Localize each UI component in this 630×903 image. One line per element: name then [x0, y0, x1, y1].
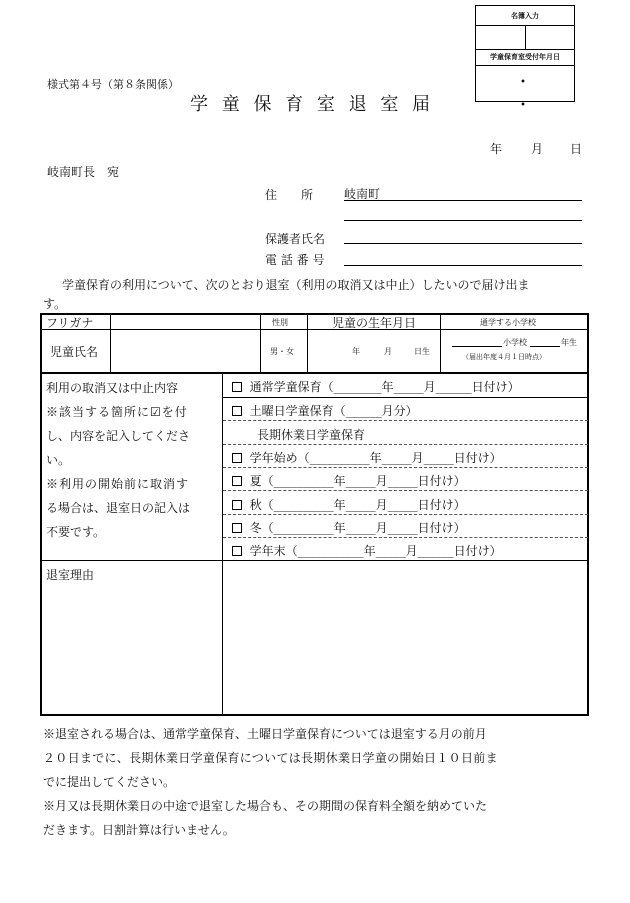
instruction-line: 不要です。: [46, 525, 106, 539]
checkbox-winter[interactable]: [232, 523, 242, 533]
instruction-line: る場合は、退室日の記入は: [46, 501, 191, 515]
date-day: 日: [570, 142, 583, 156]
option-regular[interactable]: [232, 378, 520, 395]
guardian-name-field[interactable]: [344, 243, 582, 244]
option-autumn-label: 秋（__________年_____月_____日付け）: [249, 498, 466, 512]
long-holiday-heading: 長期休業日学童保育: [257, 428, 366, 442]
grade-suffix: 年生: [561, 338, 577, 347]
checkbox-summer[interactable]: [232, 476, 242, 486]
address-line-1: [344, 200, 582, 201]
instruction-line: し、内容を記入してくださ: [46, 429, 191, 443]
reason-top-border: [41, 560, 588, 561]
child-name-field[interactable]: [112, 331, 258, 371]
addressee: 岐南町長 宛: [47, 165, 120, 179]
reception-stamp-box: [475, 5, 575, 114]
gender-right-divider: [307, 314, 308, 372]
address-field[interactable]: 岐南町: [344, 187, 381, 201]
date-year: 年: [490, 142, 503, 156]
birth-day-label: 日生: [414, 347, 430, 356]
footnotes: [43, 722, 498, 842]
school-note: （届出年度４月１日時点）: [462, 353, 546, 361]
intro-line-1: 学童保育の利用について、次のとおり退室（利用の取消又は中止）したいので届け出ま: [62, 278, 530, 292]
option-regular-label: 通常学童保育（________年_____月______日付け）: [249, 380, 520, 394]
instruction-line: ※該当する箇所に☑を付: [46, 405, 188, 419]
option-divider: [223, 420, 588, 421]
form-number: 様式第４号（第８条関係）: [47, 78, 179, 91]
option-end-of-year[interactable]: [232, 542, 502, 559]
address-label: 住 所: [265, 188, 314, 202]
option-saturday-label: 土曜日学童保育（______月分）: [249, 404, 418, 418]
gender-options[interactable]: 男・女: [270, 347, 294, 356]
name-label-divider: [110, 314, 111, 372]
option-divider: [223, 397, 588, 398]
footnote-line: でに提出してください。: [43, 775, 176, 789]
option-divider: [223, 490, 588, 491]
furigana-label: フリガナ: [46, 316, 94, 330]
option-start-of-year-label: 学年始め（__________年_____月_____日付け）: [249, 451, 502, 465]
intro-line-2: す。: [43, 297, 67, 311]
school-left-divider: [440, 314, 441, 372]
option-divider: [223, 537, 588, 538]
option-winter[interactable]: [232, 519, 466, 536]
birthdate-label: 児童の生年月日: [332, 316, 417, 330]
school-suffix: 小学校: [503, 338, 527, 347]
checkbox-end-of-year[interactable]: [232, 546, 242, 556]
instruction-line: 利用の取消又は中止内容: [46, 381, 179, 395]
option-winter-label: 冬（__________年_____月_____日付け）: [249, 521, 466, 535]
footnote-line: ※月又は長期休業日の中途で退室した場合も、その期間の保育料全額を納めていた: [43, 799, 488, 813]
checkbox-saturday[interactable]: [232, 406, 242, 416]
footnote-line: ２０日までに、長期休業日学童保育については長期休業日学童の開始日１０日前ま: [43, 751, 498, 765]
option-summer-label: 夏（__________年_____月_____日付け）: [249, 474, 466, 488]
checkbox-start-of-year[interactable]: [232, 453, 242, 463]
instruction-line: ※利用の開始前に取消す: [46, 477, 190, 491]
phone-field[interactable]: [344, 265, 582, 266]
checkbox-autumn[interactable]: [232, 500, 242, 510]
option-summer[interactable]: [232, 472, 466, 489]
cancel-column-divider: [222, 373, 223, 715]
phone-label: 電 話 番 号: [265, 253, 325, 267]
guardian-label: 保護者氏名: [265, 232, 326, 246]
option-autumn[interactable]: [232, 496, 466, 513]
reason-label: 退室理由: [46, 568, 95, 582]
footnote-line: だきます。日割計算は行いません。: [43, 823, 235, 837]
footnote-line: ※退室される場合は、通常学童保育、土曜日学童保育については退室する月の前月: [43, 727, 487, 741]
birth-month-label: 月: [384, 347, 392, 356]
gender-label: 性別: [272, 318, 288, 327]
date-month: 月: [531, 142, 544, 156]
received-date-label: 学童保育室受付年月日: [476, 49, 574, 66]
school-label: 通学する小学校: [480, 318, 536, 327]
child-info-bottom-border: [41, 372, 588, 374]
option-end-of-year-label: 学年末（___________年_____月______日付け）: [249, 544, 502, 558]
form-title: 学 童 保 育 室 退 室 届: [190, 94, 435, 115]
child-name-label: 児童氏名: [50, 345, 99, 359]
received-date-dots: ・ ・: [514, 72, 551, 114]
option-divider: [223, 444, 588, 445]
reason-field[interactable]: [224, 562, 586, 714]
gender-left-divider: [260, 314, 261, 372]
option-divider: [223, 514, 588, 515]
instruction-line: い。: [46, 453, 71, 467]
name-entry-label: 名簿入力: [476, 6, 574, 26]
school-name-field[interactable]: [452, 346, 502, 347]
checkbox-regular[interactable]: [232, 382, 242, 392]
grade-field[interactable]: [530, 346, 560, 347]
name-entry-stamp-cells: [476, 25, 574, 50]
option-saturday[interactable]: [232, 402, 418, 419]
furigana-row-divider: [41, 329, 588, 330]
option-divider: [223, 467, 588, 468]
cancellation-instructions: [46, 376, 190, 544]
birth-year-label: 年: [352, 347, 360, 356]
option-start-of-year[interactable]: [232, 449, 502, 466]
address-line-2: [344, 220, 582, 221]
